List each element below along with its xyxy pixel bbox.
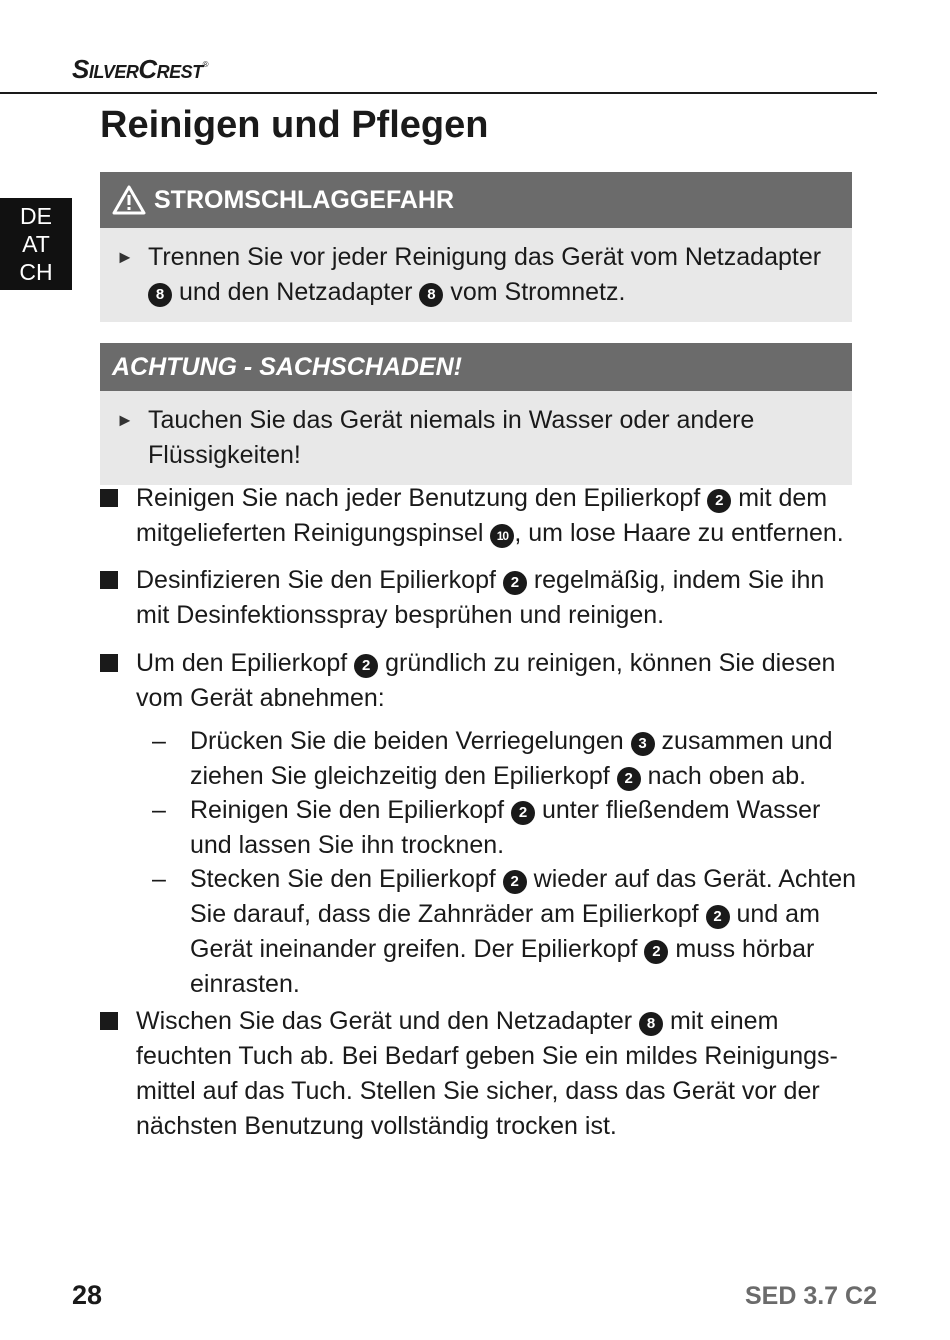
ref-number: 2 [644,940,668,964]
warning-item: ► Trennen Sie vor jeder Reinigung das Gerät vom Netzadapter 8 und den Netzadapter 8 vom Stromnetz. [100,228,852,322]
page-number: 28 [72,1280,103,1310]
ref-number: 2 [503,571,527,595]
bullet-square-icon [100,489,118,507]
ref-number: 2 [511,801,535,825]
ref-number: 2 [706,905,730,929]
list-item: Reinigen Sie nach jeder Benutzung den Epilierkopf 2 mit dem mitgelieferten Reinigungspinsel 10 , um lose Haare zu entfernen. [100,481,860,551]
list-item: Wischen Sie das Gerät und den Netzadapter 8 mit einem feuchten Tuch ab. Bei Bedarf geben Sie ein mildes Reinigungs-mittel auf das Tuch. Stellen Sie sicher, dass das Gerät vor der nächsten Benutzung vollständig trocken ist. [100,1004,860,1144]
ref-number: 2 [354,654,378,678]
language-tab [0,198,72,290]
caution-header [100,343,852,391]
bullet-square-icon [100,571,118,589]
bullet-square-icon [100,1012,118,1030]
ref-number: 3 [631,732,655,756]
warning-title: STROMSCHLAGGEFAHR [154,185,454,214]
ref-number: 2 [617,767,641,791]
lang-ch: CH [19,259,53,285]
arrow-icon: ► [116,410,134,430]
caution-item: ► Tauchen Sie das Gerät niemals in Wasser oder andere Flüssigkeiten! [100,391,852,485]
substep-item: – Reinigen Sie den Epilierkopf 2 unter fließendem Wasser und lassen Sie ihn trocknen. [152,793,862,863]
brand-logo: SilverCrest® [72,54,209,84]
warning-triangle-icon [112,185,146,215]
arrow-icon: ► [116,247,134,267]
lang-de: DE [20,203,52,229]
ref-number: 8 [419,283,443,307]
dash-marker: – [152,727,166,755]
substep-item: – Stecken Sie den Epilierkopf 2 wieder auf das Gerät. Achten Sie darauf, dass die Zahnräder am Epilierkopf 2 und am Gerät ineinander greifen. Der Epilierkopf 2 muss hörbar einrasten. [152,862,862,1002]
model-number: SED 3.7 C2 [744,1282,877,1310]
bullet-square-icon [100,654,118,672]
page-title: Reinigen und Pflegen [100,104,489,146]
dash-marker: – [152,865,166,893]
ref-number: 8 [148,283,172,307]
header-rule [0,92,877,94]
substep-item: – Drücken Sie die beiden Verriegelungen 3 zusammen und ziehen Sie gleichzeitig den Epilierkopf 2 nach oben ab. [152,724,862,794]
ref-number: 8 [639,1012,663,1036]
lang-at: AT [22,231,50,257]
ref-number: 2 [503,870,527,894]
list-item: Um den Epilierkopf 2 gründlich zu reinigen, können Sie diesen vom Gerät abnehmen: [100,646,860,716]
warning-header [100,172,852,228]
caution-box [100,343,852,485]
warning-box [100,172,852,322]
dash-marker: – [152,796,166,824]
list-item: Desinfizieren Sie den Epilierkopf 2 regelmäßig, indem Sie ihn mit Desinfektionsspray besprühen und reinigen. [100,563,860,633]
ref-number: 2 [707,489,731,513]
caution-title: ACHTUNG - SACHSCHADEN! [112,352,462,381]
ref-number: 10 [490,524,514,548]
